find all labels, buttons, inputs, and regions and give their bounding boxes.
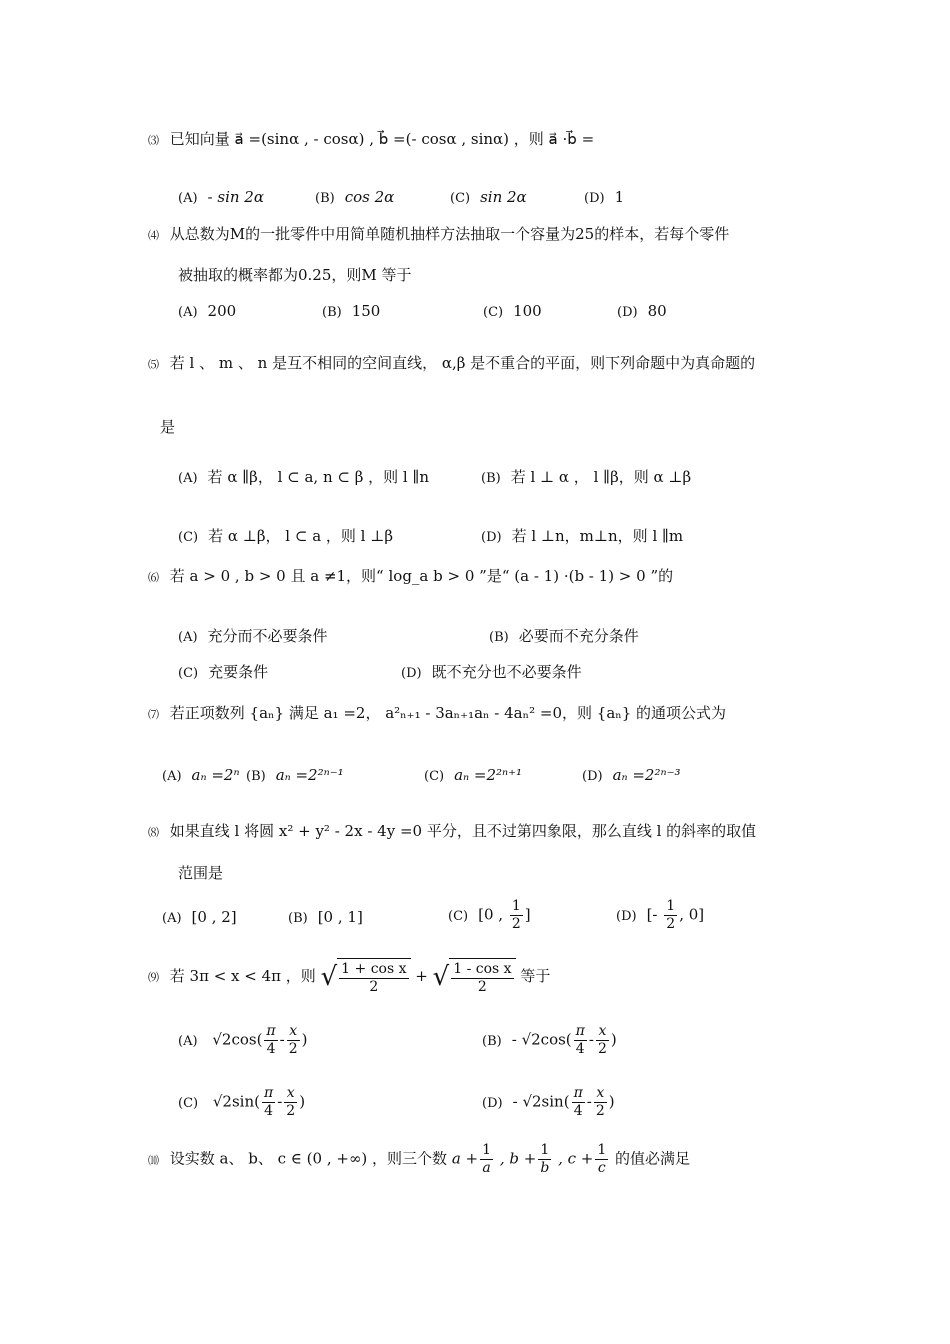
fraction: $\frac{1}{2}$	[666, 898, 676, 932]
question-text: 若 l 、 m 、 n 是互不相同的空间直线， α,β 是不重合的平面，则下列命题中为真命题的	[169, 354, 756, 372]
question-number: ⑼	[148, 971, 159, 984]
option-b: (B) 若 l ⊥ α ， l ∥β，则 α ⊥β	[481, 468, 692, 486]
square-root: √ $\frac{\text{1 - cos x}}{2}$	[433, 958, 516, 996]
option-a: (A) 200	[178, 302, 237, 320]
option-c: (C) aₙ =2²ⁿ⁺¹	[424, 766, 523, 784]
option-c: (C) 充要条件	[178, 663, 269, 681]
question-text: 若 a > 0 , b > 0 且 a ≠1，则“ log_a b > 0 ”是“ (a - 1) ·(b - 1) > 0 ”的	[169, 567, 674, 585]
option-b: (B) [0 , 1]	[288, 908, 363, 926]
question-continuation: 是	[160, 418, 176, 436]
fraction: $\frac{1}{2}$	[511, 898, 521, 932]
option-d: (D) 若 l ⊥n，m⊥n，则 l ∥m	[481, 527, 684, 545]
option-d: (D) 既不充分也不必要条件	[401, 663, 582, 681]
option-b: (B) - √2cos( $\frac{\pi}{4}$ - $\frac{x}{2}$ )	[482, 1023, 617, 1057]
question-7	[148, 702, 726, 723]
question-text: 已知向量 a⃗ =(sinα , - cosα) , b⃗ =(- cosα , sinα) ，则 a⃗ ·b⃗ =	[169, 130, 595, 148]
question-continuation: 被抽取的概率都为0.25，则M 等于	[178, 266, 412, 284]
option-a: (A) √2cos( $\frac{\pi}{4}$ - $\frac{x}{2}$ )	[178, 1023, 308, 1057]
option-d: (D) [- $\frac{1}{2}$ , 0]	[616, 898, 705, 932]
question-10: ⑽ 设实数 a、 b、 c ∈ (0 , +∞) ，则三个数 a + $\frac{1}{a}$ , b + $\frac{1}{b}$ , c + $\frac{1}{c}$ 的值必满足	[148, 1142, 691, 1176]
option-a: (A) - sin 2α	[178, 188, 264, 206]
option-d: (D) 80	[617, 302, 667, 320]
question-number: ⑸	[148, 358, 159, 371]
option-c: (C) sin 2α	[450, 188, 527, 206]
question-3	[148, 128, 594, 149]
option-a: (A) 若 α ∥β， l ⊂ a, n ⊂ β ，则 l ∥n	[178, 468, 430, 486]
question-5	[148, 352, 755, 373]
option-b: (B) aₙ =2²ⁿ⁻¹	[246, 766, 344, 784]
option-c: (C) 若 α ⊥β， l ⊂ a ，则 l ⊥β	[178, 527, 394, 545]
square-root: √ $\frac{\text{1 + cos x}}{2}$	[321, 958, 411, 996]
question-number: ⑽	[148, 1153, 159, 1167]
question-text: 如果直线 l 将圆 x² + y² - 2x - 4y =0 平分，且不过第四象限，那么直线 l 的斜率的取值	[169, 822, 757, 840]
question-number: ⑶	[148, 134, 159, 147]
question-9: ⑼ 若 3π < x < 4π ，则 √ $\frac{\text{1 + cos x}}{2}$ + √ $\frac{\text{1 - cos x}}{2}$ 等于	[148, 958, 550, 996]
option-d: (D) 1	[584, 188, 625, 206]
question-8	[148, 820, 756, 841]
option-b: (B) 150	[322, 302, 381, 320]
option-a: (A) [0 , 2]	[162, 908, 237, 926]
option-d: (D) aₙ =2²ⁿ⁻³	[582, 766, 681, 784]
option-b: (B) 必要而不充分条件	[489, 627, 639, 645]
question-text: 若正项数列 {aₙ} 满足 a₁ =2， a²ₙ₊₁ - 3aₙ₊₁aₙ - 4aₙ² =0，则 {aₙ} 的通项公式为	[169, 704, 727, 722]
option-b: (B) cos 2α	[315, 188, 395, 206]
option-a: (A) 充分而不必要条件	[178, 627, 328, 645]
question-number: ⑷	[148, 229, 159, 242]
option-d: (D) - √2sin( $\frac{\pi}{4}$ - $\frac{x}{2}$ )	[482, 1085, 615, 1119]
option-c: (C) √2sin( $\frac{\pi}{4}$ - $\frac{x}{2}$ )	[178, 1085, 306, 1119]
option-c: (C) 100	[483, 302, 542, 320]
question-text: 从总数为M的一批零件中用简单随机抽样方法抽取一个容量为25的样本，若每个零件	[169, 225, 730, 243]
question-number: ⑻	[148, 826, 159, 839]
option-a: (A) aₙ =2ⁿ	[162, 766, 240, 784]
question-number: ⑹	[148, 571, 159, 584]
option-c: (C) [0 , $\frac{1}{2}$ ]	[448, 898, 531, 932]
question-6	[148, 565, 673, 586]
question-continuation: 范围是	[178, 864, 224, 882]
question-4	[148, 223, 729, 244]
question-number: ⑺	[148, 708, 159, 721]
